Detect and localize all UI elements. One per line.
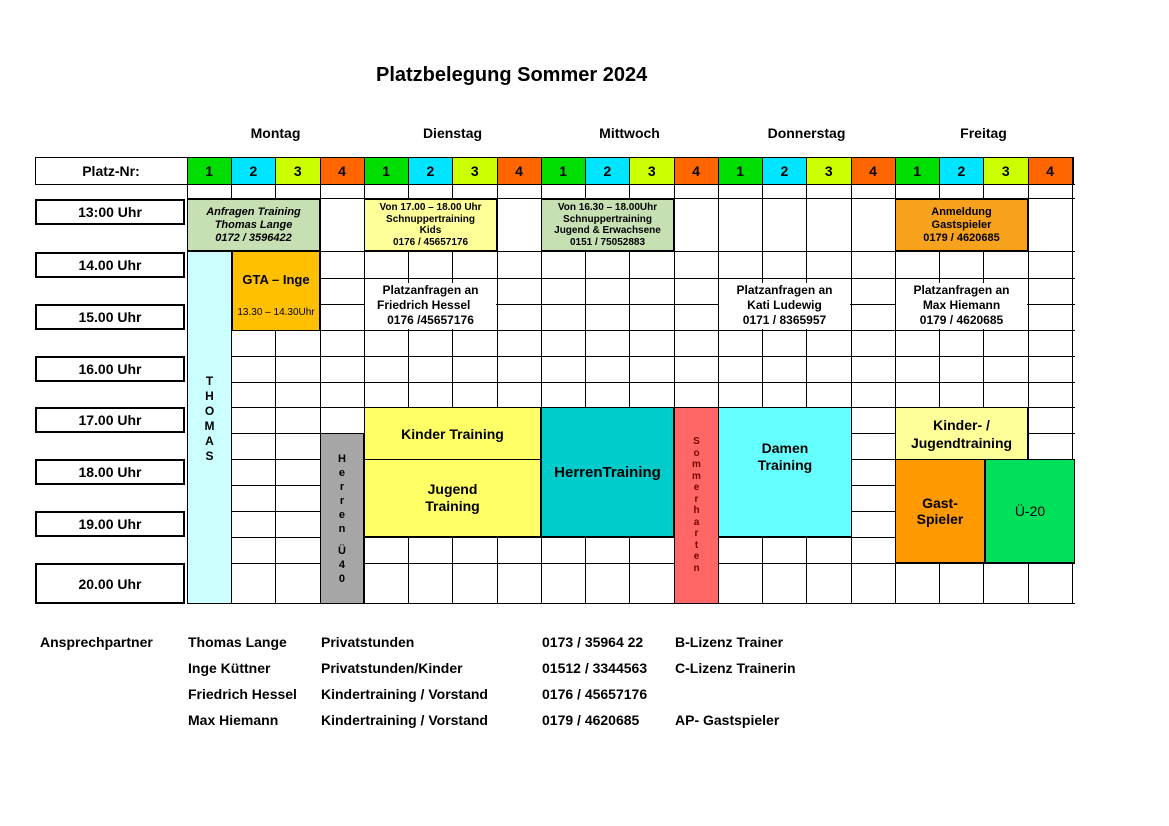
wed-herren-label: HerrenTraining <box>554 463 661 481</box>
contact-phone: 01512 / 3344563 <box>542 660 648 676</box>
contact-note: B-Lizenz Trainer <box>675 634 784 650</box>
court-number-donnerstag-1: 1 <box>718 158 762 184</box>
tue-jugend-training <box>364 459 541 537</box>
court-number-mittwoch-1: 1 <box>541 158 585 184</box>
fri-kinder-line1: Kinder- / <box>933 416 990 433</box>
fri-anmeldung-gastspieler <box>895 199 1028 251</box>
wed-herren-training <box>541 407 674 537</box>
court-number-donnerstag-4: 4 <box>851 158 895 184</box>
mon-anfragen-line2: Thomas Lange <box>214 218 293 231</box>
wed-schnupper-line1: Von 16.30 – 18.00Uhr <box>557 202 658 213</box>
wed-schnupper-line4: 0151 / 75052883 <box>569 236 646 248</box>
fri-u20-label: Ü-20 <box>1014 503 1046 519</box>
court-number-montag-4: 4 <box>320 158 364 184</box>
grid-line <box>187 184 1075 185</box>
tue-jugend-line2: Training <box>425 498 480 514</box>
time-label-18: 18.00 Uhr <box>35 459 185 485</box>
thu-platzanfragen: Platzanfragen an Kati Ludewig 0171 / 8365957 <box>719 283 850 329</box>
wed-schnuppertraining <box>541 199 674 251</box>
day-header-freitag: Freitag <box>960 125 1007 141</box>
tue-platzanfragen: Platzanfragen an Friedrich Hessel 0176 /45657176 <box>365 283 496 329</box>
contact-name: Max Hiemann <box>188 712 279 728</box>
court-number-montag-1: 1 <box>187 158 231 184</box>
grid-line <box>187 278 1075 279</box>
time-label-17: 17.00 Uhr <box>35 407 185 433</box>
court-number-dienstag-4: 4 <box>497 158 541 184</box>
court-number-mittwoch-2: 2 <box>585 158 629 184</box>
thu-damen-line2: Training <box>757 457 813 473</box>
mon-anfragen-line1: Anfragen Training <box>206 205 301 218</box>
thu-damen-training <box>718 407 852 537</box>
contact-note: C-Lizenz Trainerin <box>675 660 796 676</box>
platz-nr-label: Platz-Nr: <box>82 163 140 179</box>
court-number-freitag-1: 1 <box>895 158 939 184</box>
time-label-14: 14.00 Uhr <box>35 252 185 278</box>
court-number-dienstag-3: 3 <box>453 158 497 184</box>
contact-phone: 0176 / 45657176 <box>542 686 648 702</box>
tue-kinder-label: Kinder Training <box>401 425 504 442</box>
fri-gast-line2: Spieler <box>916 511 964 527</box>
fri-anmeldung-line3: 0179 / 4620685 <box>923 231 1000 244</box>
fri-anmeldung-line2: Gastspieler <box>931 218 992 231</box>
mon-thomas-text: T H O M A S <box>204 374 215 463</box>
mon-herren-u40 <box>320 433 364 604</box>
fri-gast-line1: Gast- <box>922 495 958 511</box>
contact-role: Privatstunden/Kinder <box>321 660 463 676</box>
court-number-freitag-4: 4 <box>1028 158 1072 184</box>
court-number-montag-2: 2 <box>231 158 275 184</box>
wed-schnupper-line2: Schnuppertraining <box>563 213 652 225</box>
mon-anfragen-line3: 0172 / 3596422 <box>215 231 292 244</box>
contact-role: Kindertraining / Vorstand <box>321 712 488 728</box>
grid-line <box>187 251 1075 252</box>
court-number-mittwoch-4: 4 <box>674 158 718 184</box>
time-label-20: 20.00 Uhr <box>35 563 185 604</box>
mon-herren-text: H e r r e n Ü 4 0 <box>338 453 346 585</box>
day-header-dienstag: Dienstag <box>422 125 483 141</box>
court-number-donnerstag-3: 3 <box>807 158 851 184</box>
day-header-mittwoch: Mittwoch <box>599 125 660 141</box>
contact-phone: 0179 / 4620685 <box>542 712 640 728</box>
mon-thomas-column <box>187 251 232 604</box>
tue-schnupper-line3: Kids <box>419 225 442 236</box>
fri-anmeldung-line1: Anmeldung <box>931 205 992 218</box>
time-label-16: 16.00 Uhr <box>35 356 185 382</box>
fri-platzanfragen: Platzanfragen an Max Hiemann 0179 / 4620685 <box>896 283 1027 329</box>
page-title: Platzbelegung Sommer 2024 <box>376 64 648 86</box>
mon-gta-time: 13.30 – 14.30Uhr <box>237 307 315 318</box>
fri-kinder-line2: Jugendtraining <box>910 434 1013 451</box>
contact-name: Friedrich Hessel <box>188 686 297 702</box>
mon-gta-title: GTA – Inge <box>242 272 310 287</box>
mon-anfragen-training <box>187 199 320 251</box>
time-label-15: 15.00 Uhr <box>35 304 185 330</box>
contact-role: Kindertraining / Vorstand <box>321 686 488 702</box>
tue-schnupper-line4: 0176 / 45657176 <box>392 236 469 248</box>
contact-role: Privatstunden <box>321 634 415 650</box>
fri-kinder-jugendtraining <box>895 407 1028 460</box>
court-number-montag-3: 3 <box>276 158 320 184</box>
tue-schnupper-line2: Schnuppertraining <box>386 213 475 225</box>
day-header-donnerstag: Donnerstag <box>767 125 846 141</box>
court-number-freitag-2: 2 <box>939 158 983 184</box>
tue-kinder-training <box>364 407 541 460</box>
tue-schnuppertraining <box>364 199 497 251</box>
contact-name: Inge Küttner <box>188 660 271 676</box>
contact-phone: 0173 / 35964 22 <box>542 634 644 650</box>
wed-schnupper-line3: Jugend & Erwachsene <box>554 225 661 236</box>
contacts-label: Ansprechpartner <box>40 634 153 650</box>
court-number-mittwoch-3: 3 <box>630 158 674 184</box>
grid-line <box>187 356 1075 357</box>
time-label-13: 13:00 Uhr <box>35 199 185 225</box>
contact-note: AP- Gastspieler <box>675 712 780 728</box>
contact-name: Thomas Lange <box>188 634 287 650</box>
grid-line <box>187 330 1075 331</box>
wed-sommerharten <box>674 407 719 604</box>
time-label-19: 19.00 Uhr <box>35 511 185 537</box>
court-number-freitag-3: 3 <box>984 158 1028 184</box>
court-number-dienstag-2: 2 <box>408 158 452 184</box>
court-number-donnerstag-2: 2 <box>762 158 806 184</box>
day-header-montag: Montag <box>250 125 301 141</box>
tue-jugend-line1: Jugend <box>427 481 478 497</box>
fri-gastspieler <box>895 459 985 563</box>
grid-line <box>187 382 1075 383</box>
tue-schnupper-line1: Von 17.00 – 18.00 Uhr <box>379 202 482 213</box>
fri-u20 <box>985 459 1075 563</box>
wed-sommerharten-text: S o m m e r h a r t e n <box>692 436 701 574</box>
mon-gta-inge <box>232 251 320 331</box>
court-number-dienstag-1: 1 <box>364 158 408 184</box>
thu-damen-line1: Damen <box>761 440 809 456</box>
